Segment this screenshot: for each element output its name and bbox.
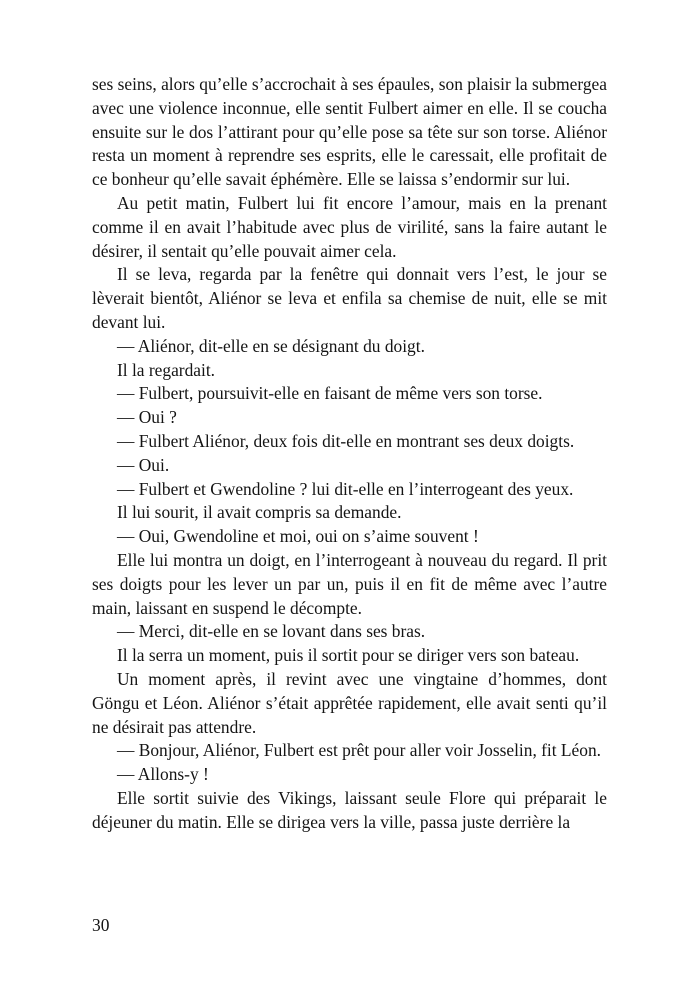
paragraph: Il la serra un moment, puis il sortit pour se diriger vers son bateau. [117,645,580,666]
page-number: 30 [92,915,110,935]
dialogue-line: — Allons-y ! [117,764,209,785]
dialogue-line: — Bonjour, Aliénor, Fulbert est prêt pour aller voir Josselin, fit Léon. [117,740,602,761]
paragraph: Un moment après, il revint avec une vingtaine d’hommes, dont Göngu et Léon. Aliénor s’était apprêtée rapidement, elle avait senti qu’il ne désirait pas attendre. [92,668,607,737]
paragraph: Il lui sourit, il avait compris sa demande. [117,502,402,523]
body-text [92,73,607,835]
dialogue-line: — Aliénor, dit-elle en se désignant du doigt. [117,335,425,356]
dialogue-line: — Oui, Gwendoline et moi, oui on s’aime souvent ! [117,526,479,547]
paragraph: Il la regardait. [117,359,216,380]
paragraph: Elle sortit suivie des Vikings, laissant seule Flore qui préparait le déjeuner du matin. Elle se dirigea vers la ville, passa juste derrière la [92,787,607,832]
dialogue-line: — Oui. [117,454,170,475]
paragraph: Au petit matin, Fulbert lui fit encore l’amour, mais en la prenant comme il en avait l’habitude avec plus de virilité, sans la faire autant le désirer, il sentait qu’elle pouvait aimer cela. [92,192,607,261]
paragraph: Elle lui montra un doigt, en l’interrogeant à nouveau du regard. Il prit ses doigts pour les lever un par un, puis il en fit de même avec l’autre main, laissant en suspend le décompte. [92,549,607,618]
dialogue-line: — Merci, dit-elle en se lovant dans ses bras. [117,621,426,642]
paragraph: ses seins, alors qu’elle s’accrochait à ses épaules, son plaisir la submergea avec une violence inconnue, elle sentit Fulbert aimer en elle. Il se coucha ensuite sur le dos l’attirant pour qu’elle pose sa tête sur son torse. Aliénor resta un moment à reprendre ses esprits, elle le caressait, elle profitait de ce bonheur qu’elle savait éphémère. Elle se laissa s’endormir sur lui. [92,74,607,190]
dialogue-line: — Oui ? [117,407,177,428]
dialogue-line: — Fulbert et Gwendoline ? lui dit-elle en l’interrogeant des yeux. [117,478,574,499]
dialogue-line: — Fulbert Aliénor, deux fois dit-elle en montrant ses deux doigts. [117,430,575,451]
paragraph: Il se leva, regarda par la fenêtre qui donnait vers l’est, le jour se lèverait bientôt, Aliénor se leva et enfila sa chemise de nuit, elle se mit devant lui. [92,264,607,332]
dialogue-line: — Fulbert, poursuivit-elle en faisant de même vers son torse. [117,383,543,404]
